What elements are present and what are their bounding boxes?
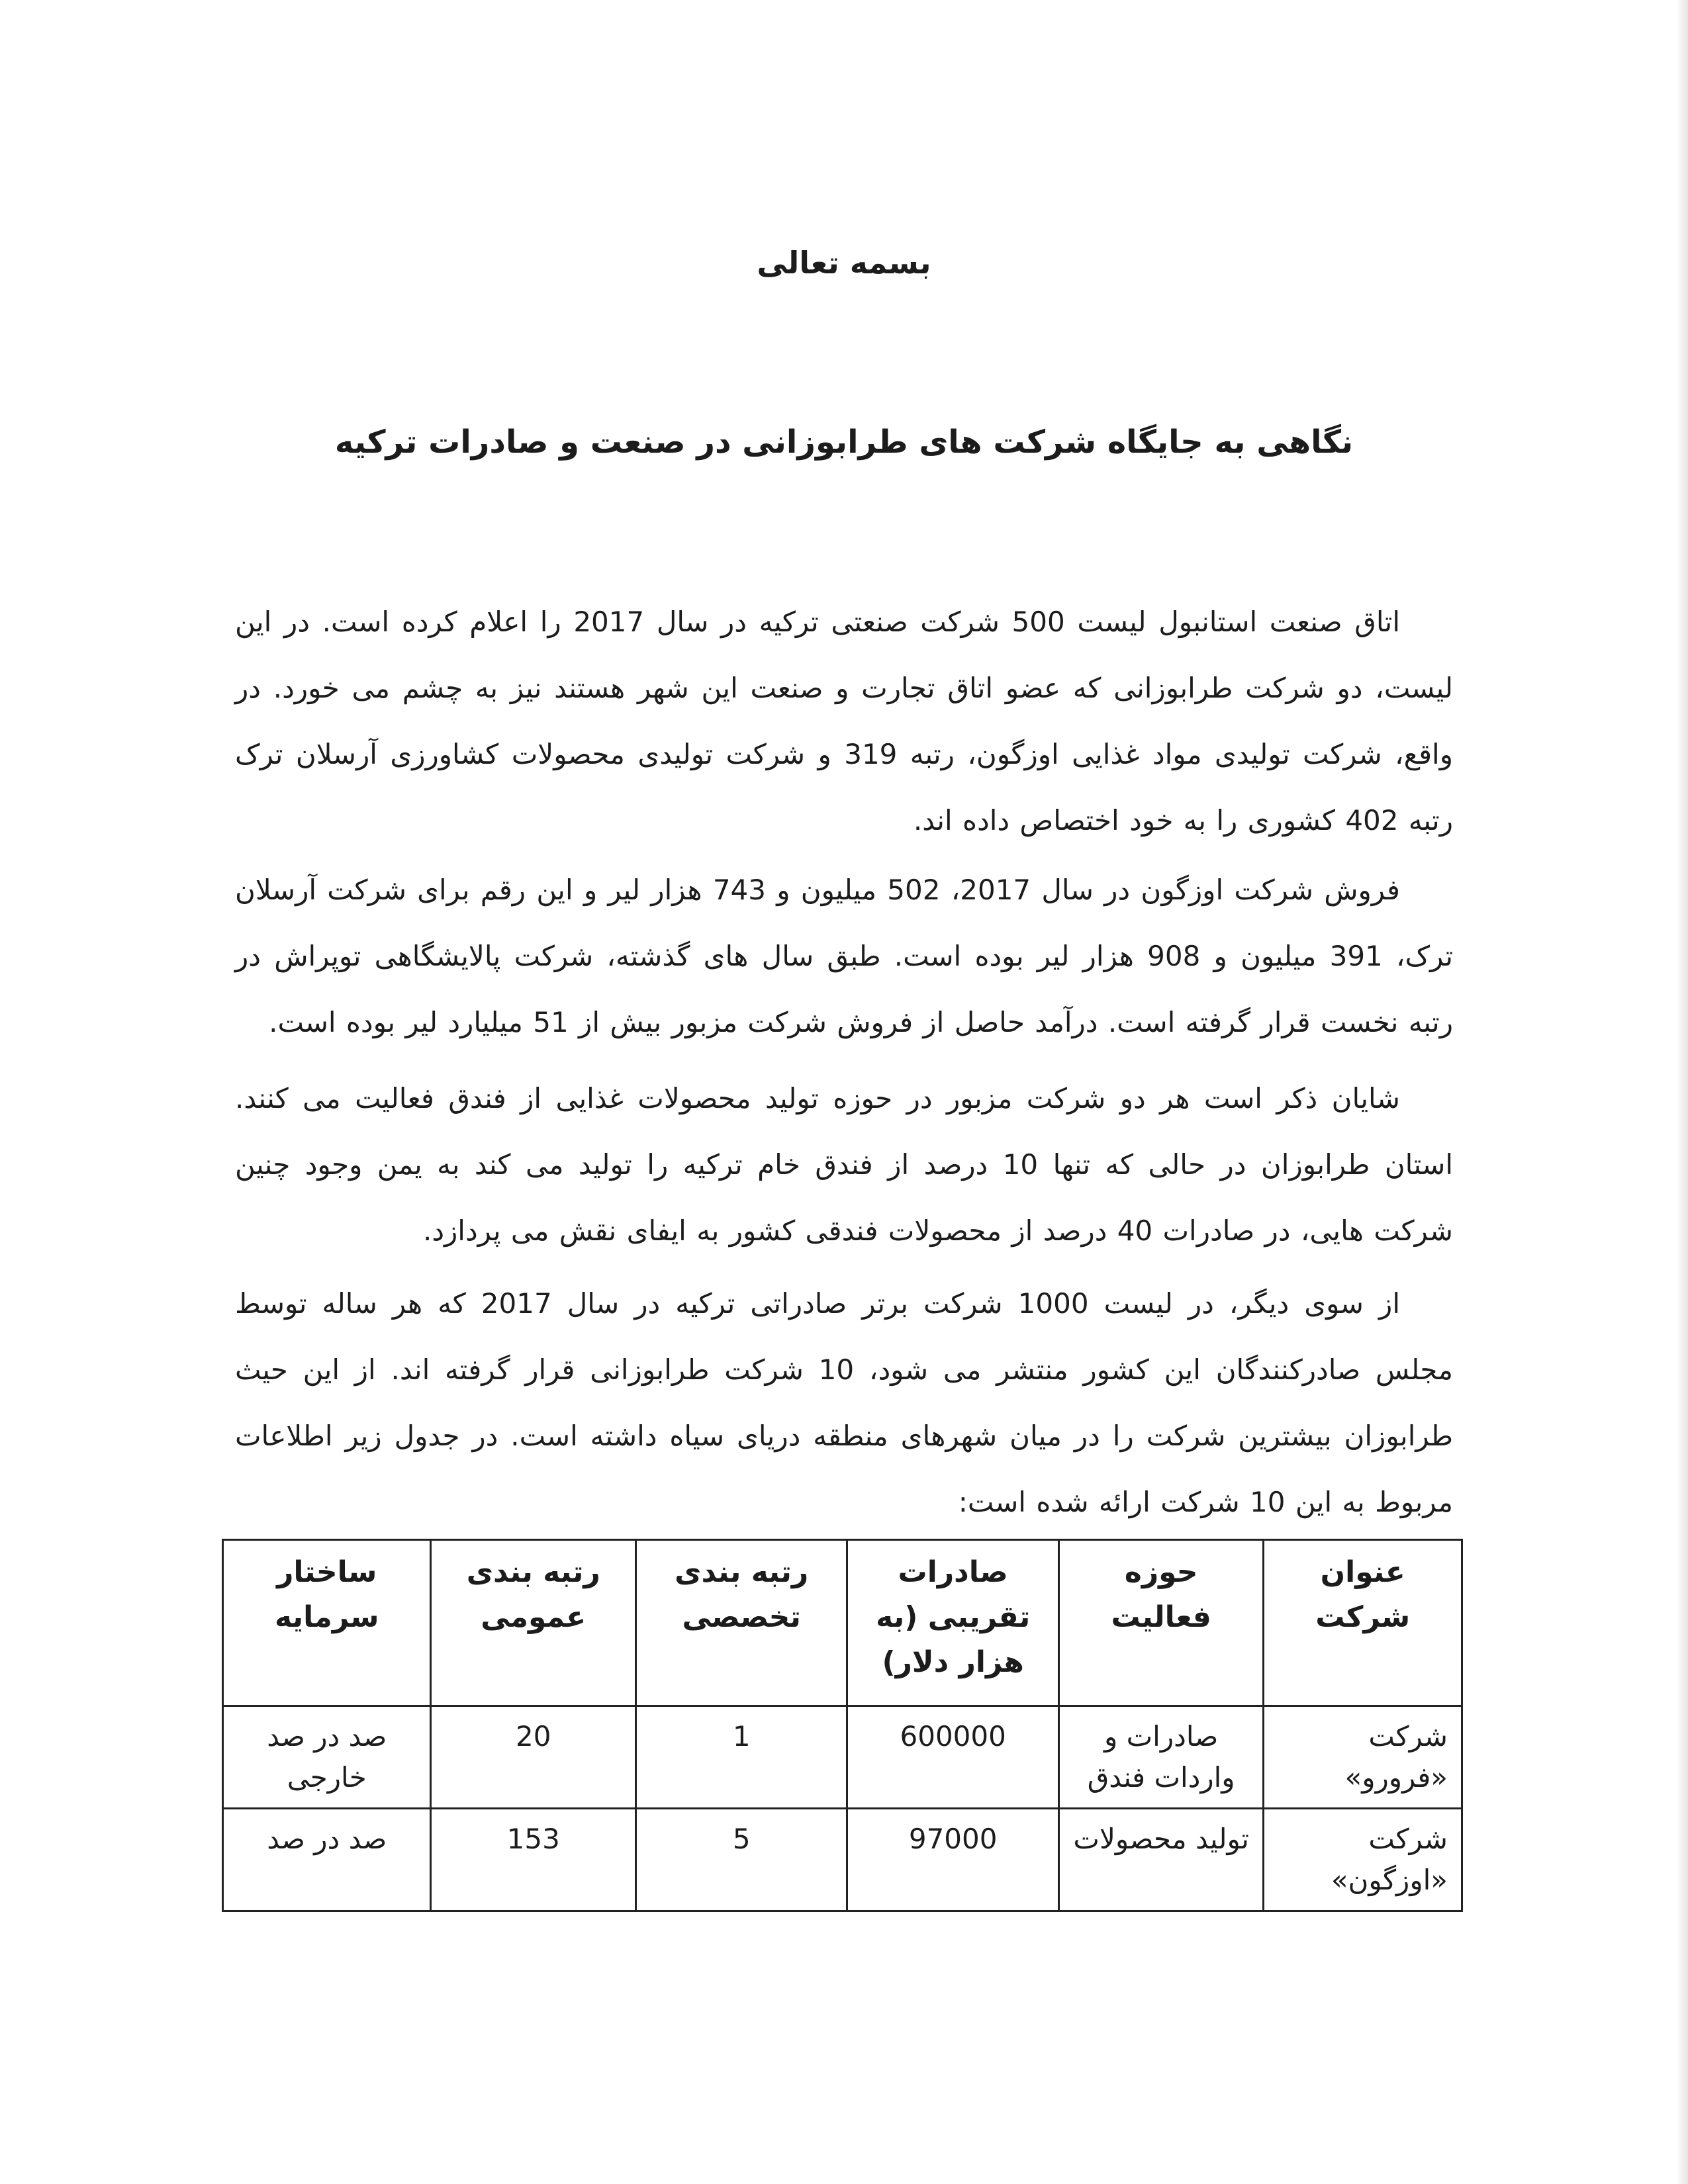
header-activity-field: حوزه فعالیت: [1058, 1540, 1264, 1706]
cell-company-name: شرکت «اوزگون»: [1264, 1809, 1462, 1911]
paragraph-3: شایان ذکر است هر دو شرکت مزبور در حوزه تولید محصولات غذایی از فندق فعالیت می کنند. استان طرابوزان در حالی که تنها 10 درصد از فندق خام ترکیه را تولید می کند به یمن وجود چنین شرکت هایی، در صادرات 40 درصد از محصولات فندقی کشور به ایفای نقش می پردازد.: [235, 1082, 1453, 1247]
header-approx-exports: صادرات تقریبی (به هزار دلار): [847, 1540, 1058, 1706]
cell-specialized-rank: 1: [635, 1706, 847, 1809]
paragraph-4: از سوی دیگر، در لیست 1000 شرکت برتر صادراتی ترکیه در سال 2017 که هر ساله توسط مجلس صادرکنندگان این کشور منتشر می شود، 10 شرکت طرابوزانی قرار گرفته اند. از این حیث طرابوزان بیشترین شرکت را در میان شهرهای منطقه دریای سیاه داشته است. در جدول زیر اطلاعات مربوط به این 10 شرکت ارائه شده است:: [235, 1287, 1453, 1518]
cell-approx-exports: 97000: [847, 1809, 1058, 1911]
cell-activity-field: تولید محصولات: [1058, 1809, 1264, 1911]
header-general-rank: رتبه بندی عمومی: [431, 1540, 635, 1706]
table-row: [223, 1706, 1462, 1809]
document-title: نگاهی به جایگاه شرکت های طرابوزانی در صنعت و صادرات ترکیه: [334, 424, 1354, 461]
table-row: [223, 1809, 1462, 1911]
cell-activity-field: صادرات و واردات فندق: [1058, 1706, 1264, 1809]
cell-approx-exports: 600000: [847, 1706, 1058, 1809]
companies-table: [222, 1539, 1463, 1912]
cell-specialized-rank: 5: [635, 1809, 847, 1911]
table-header-row: [223, 1540, 1462, 1706]
cell-general-rank: 153: [431, 1809, 635, 1911]
cell-capital-structure: صد در صد خارجی: [223, 1706, 431, 1809]
cell-company-name: شرکت «فرورو»: [1264, 1706, 1462, 1809]
scan-page-edge: [1676, 0, 1688, 2184]
header-company-name: عنوان شرکت: [1264, 1540, 1462, 1706]
basmala-heading: بسمه تعالی: [757, 245, 931, 281]
cell-general-rank: 20: [431, 1706, 635, 1809]
cell-capital-structure: صد در صد: [223, 1809, 431, 1911]
header-specialized-rank: رتبه بندی تخصصی: [635, 1540, 847, 1706]
paragraph-1: اتاق صنعت استانبول لیست 500 شرکت صنعتی ترکیه در سال 2017 را اعلام کرده است. در این لیست، دو شرکت طرابوزانی که عضو اتاق تجارت و صنعت این شهر هستند نیز به چشم می خورد. در واقع، شرکت تولیدی مواد غذایی اوزگون، رتبه 319 و شرکت تولیدی محصولات کشاورزی آرسلان ترک رتبه 402 کشوری را به خود اختصاص داده اند.: [235, 606, 1453, 837]
header-capital-structure: ساختار سرمایه: [223, 1540, 431, 1706]
paragraph-2: فروش شرکت اوزگون در سال 2017، 502 میلیون و 743 هزار لیر و این رقم برای شرکت آرسلان ترک، 391 میلیون و 908 هزار لیر بوده است. طبق سال های گذشته، شرکت پالایشگاهی توپراش در رتبه نخست قرار گرفته است. درآمد حاصل از فروش شرکت مزبور بیش از 51 میلیارد لیر بوده است.: [235, 874, 1454, 1038]
